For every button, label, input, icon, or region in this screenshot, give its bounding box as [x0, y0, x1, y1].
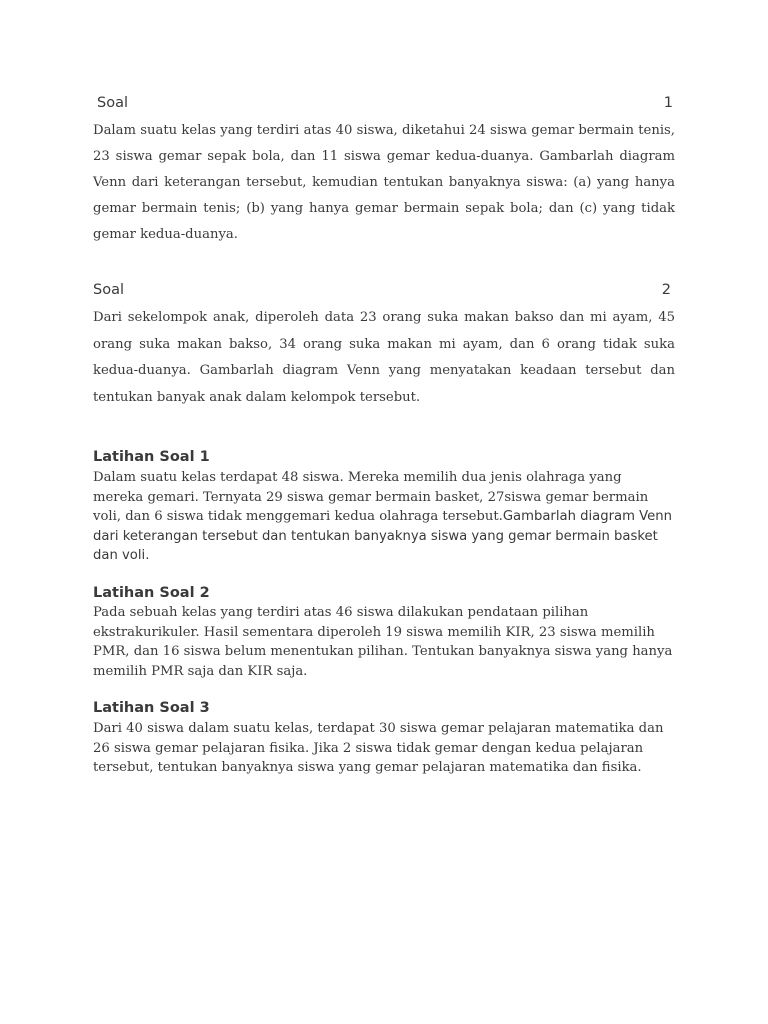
latihan-1-title: Latihan Soal 1 [93, 449, 210, 465]
latihan-1-text-tail: Gambarlah diagram Venn dari keterangan tersebut dan tentukan banyaknya siswa yang gemar bermain basket dan voli. [93, 509, 672, 563]
latihan-1-text [93, 468, 675, 566]
latihan-2-title: Latihan Soal 2 [93, 585, 210, 601]
latihan-3-title: Latihan Soal 3 [93, 700, 210, 716]
soal-1-label: Soal [97, 95, 128, 111]
soal-2-label: Soal [93, 282, 124, 298]
soal-2-number: 2 [661, 282, 671, 298]
soal-1-text: Dalam suatu kelas yang terdiri atas 40 siswa, diketahui 24 siswa gemar bermain tenis, 23 siswa gemar sepak bola, dan 11 siswa gemar kedua-duanya. Gambarlah diagram Venn dari keterangan tersebut, kemudian tentukan banyaknya siswa: (a) yang hanya gemar bermain tenis; (b) yang hanya gemar bermain sepak bola; dan (c) yang tidak gemar kedua-duanya. [93, 123, 675, 242]
latihan-2-text: Pada sebuah kelas yang terdiri atas 46 siswa dilakukan pendataan pilihan ekstrakurikuler. Hasil sementara diperoleh 19 siswa memilih KIR, 23 siswa memilih PMR, dan 16 siswa belum menentukan pilihan. Tentukan banyaknya siswa yang hanya memilih PMR saja dan KIR saja. [93, 605, 673, 679]
soal-2-heading [93, 282, 671, 298]
soal-1-heading [97, 95, 673, 111]
latihan-1-text-main: Dalam suatu kelas terdapat 48 siswa. Mereka memilih dua jenis olahraga yang mereka gemari. Ternyata 29 siswa gemar bermain basket, 27siswa gemar bermain voli, dan 6 siswa tidak menggemari kedua olahraga tersebut. [93, 470, 649, 524]
soal-2-text: Dari sekelompok anak, diperoleh data 23 orang suka makan bakso dan mi ayam, 45 orang suka makan bakso, 34 orang suka makan mi ayam, dan 6 orang tidak suka kedua-duanya. Gambarlah diagram Venn yang menyatakan keadaan tersebut dan tentukan banyak anak dalam kelompok tersebut. [93, 310, 675, 405]
latihan-3-text: Dari 40 siswa dalam suatu kelas, terdapat 30 siswa gemar pelajaran matematika dan 26 siswa gemar pelajaran fisika. Jika 2 siswa tidak gemar dengan kedua pelajaran tersebut, tentukan banyaknya siswa yang gemar pelajaran matematika dan fisika. [93, 721, 664, 775]
soal-1-number: 1 [663, 95, 673, 111]
